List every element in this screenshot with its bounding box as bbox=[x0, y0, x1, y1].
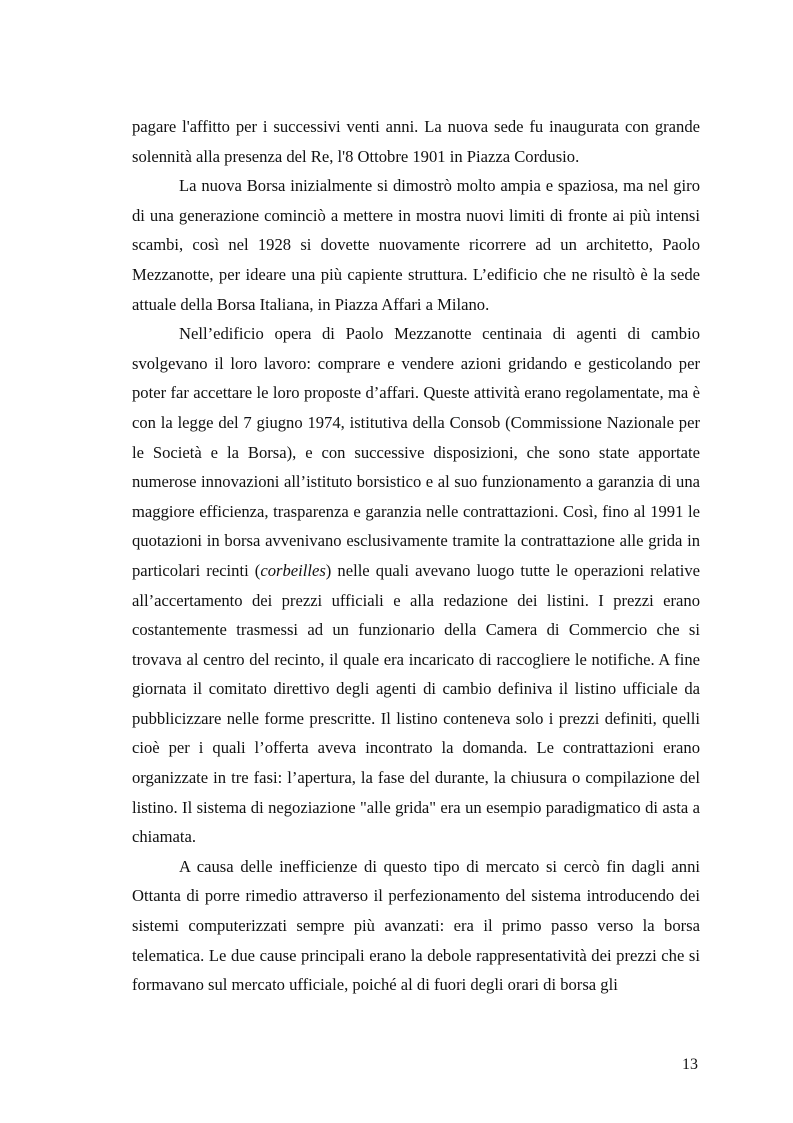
paragraph-continuation: pagare l'affitto per i successivi venti anni. La nuova sede fu inaugurata con grande solennità alla presenza del Re, l'8 Ottobre 1901 in Piazza Cordusio. bbox=[132, 117, 700, 166]
paragraph-new-borsa: La nuova Borsa inizialmente si dimostrò molto ampia e spaziosa, ma nel giro di una generazione cominciò a mettere in mostra nuovi limiti di fronte ai più intensi scambi, così nel 1928 si dovette nuovamente ricorrere ad un architetto, Paolo Mezzanotte, per ideare una più capiente struttura. L’edificio che ne risultò è la sede attuale della Borsa Italiana, in Piazza Affari a Milano. bbox=[132, 176, 700, 314]
paragraph-text-before-italic: Nell’edificio opera di Paolo Mezzanotte centinaia di agenti di cambio svolgevano il loro lavoro: comprare e vendere azioni gridando e gesticolando per poter far accettare le loro proposte d’affari. Queste attività erano regolamentate, ma è con la legge del 7 giugno 1974, istitutiva della Consob (Commissione Nazionale per le Società e la Borsa), e con successive disposizioni, che sono state apportate numerose innovazioni all’istituto borsistico e al suo funzionamento a garanzia di una maggiore efficienza, trasparenza e garanzia nelle contrattazioni. Così, fino al 1991 le quotazioni in borsa avvenivano esclusivamente tramite la contrattazione alle grida in particolari recinti ( bbox=[132, 324, 700, 580]
paragraph-text-after-italic: ) nelle quali avevano luogo tutte le operazioni relative all’accertamento dei prezzi ufficiali e alla redazione dei listini. I prezzi erano costantemente trasmessi ad un funzionario della Camera di Commercio che si trovava al centro del recinto, il quale era incaricato di raccogliere le notifiche. A fine giornata il comitato direttivo degli agenti di cambio definiva il listino ufficiale da pubblicizzare nelle forme prescritte. Il listino conteneva solo i prezzi definiti, quelli cioè per i quali l’offerta aveva incontrato la domanda. Le contrattazioni erano organizzate in tre fasi: l’apertura, la fase del durante, la chiusura o compilazione del listino. Il sistema di negoziazione "alle grida" era un esempio paradigmatico di asta a chiamata. bbox=[132, 560, 701, 847]
page-number: 13 bbox=[682, 1056, 698, 1073]
body-text bbox=[132, 112, 700, 1000]
paragraph-mezzanotte-building bbox=[132, 319, 700, 852]
paragraph-inefficiencies: A causa delle inefficienze di questo tipo di mercato si cercò fin dagli anni Ottanta di porre rimedio attraverso il perfezionamento del sistema introducendo dei sistemi computerizzati sempre più avanzati: era il primo passo verso la borsa telematica. Le due cause principali erano la debole rappresentatività dei prezzi che si formavano sul mercato ufficiale, poiché al di fuori degli orari di borsa gli bbox=[132, 856, 700, 995]
italic-term-corbeilles: corbeilles bbox=[260, 560, 326, 580]
